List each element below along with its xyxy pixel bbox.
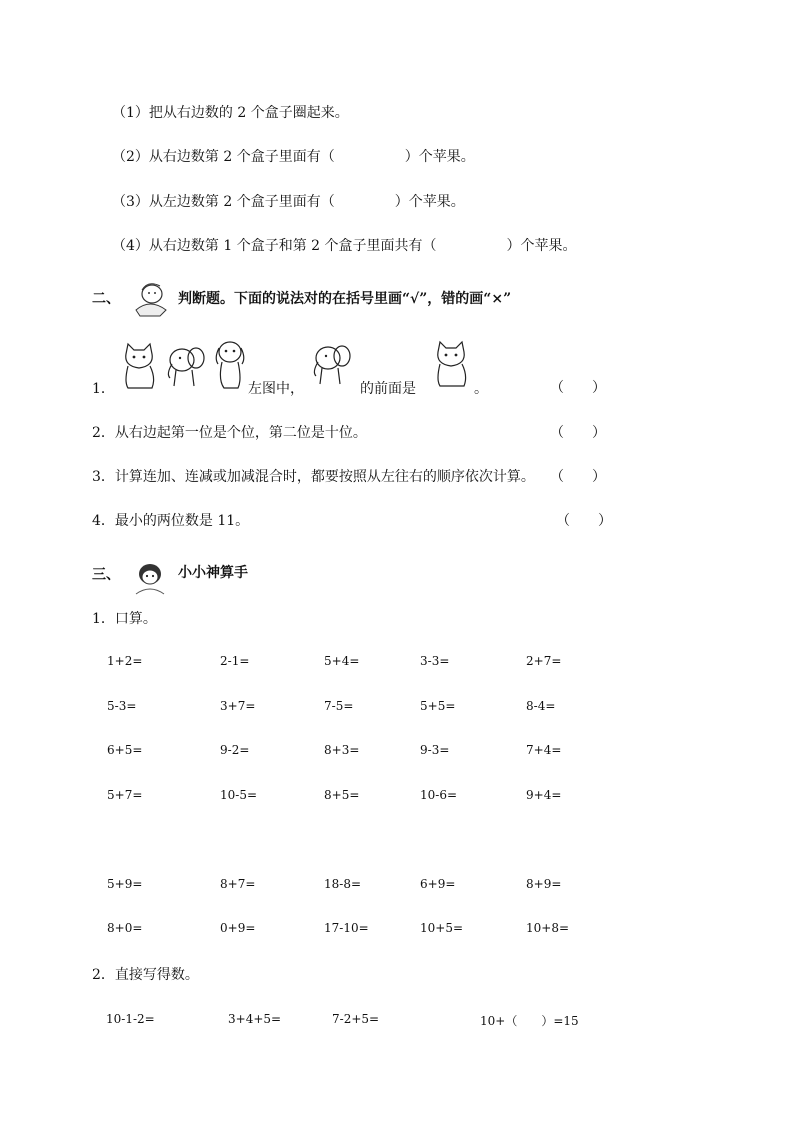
section3-title: 小小神算手 — [178, 565, 248, 581]
math-expression[interactable]: 8+0= — [107, 921, 143, 935]
math-expression[interactable]: 3+4+5= — [228, 1012, 282, 1026]
math-expression[interactable]: 10-5= — [220, 788, 258, 802]
section2-title: 判断题。下面的说法对的在括号里画“√”，错的画“×” — [178, 291, 512, 307]
math-expression[interactable]: 5-3= — [107, 699, 137, 713]
item-4 — [112, 237, 577, 255]
math-expression[interactable]: 8+5= — [324, 788, 360, 802]
q1-mid2: 的前面是 — [360, 381, 416, 397]
sub1-label: 1．口算。 — [92, 611, 157, 627]
elephant-icon — [308, 342, 354, 386]
math-expression[interactable]: 18-8= — [324, 877, 362, 891]
q2-text: 2．从右边起第一位是个位，第二位是十位。 — [92, 425, 367, 441]
math-expression[interactable]: 3+7= — [220, 699, 256, 713]
child-thinking-icon — [130, 560, 170, 596]
math-expression[interactable]: 1+2= — [107, 654, 143, 668]
section2-number: 二、 — [92, 291, 120, 307]
item-2-text: （2）从右边数第 2 个盒子里面有（ — [112, 149, 335, 165]
item-3 — [112, 193, 465, 211]
math-expression[interactable]: 7-5= — [324, 699, 354, 713]
math-expression[interactable]: 9+4= — [526, 788, 562, 802]
q1-number: 1． — [92, 381, 115, 397]
section3-number: 三、 — [92, 567, 120, 583]
math-expression[interactable]: 5+9= — [107, 877, 143, 891]
item-3-end: ）个苹果。 — [394, 194, 465, 210]
item-2 — [112, 148, 475, 166]
math-expression[interactable]: 7+4= — [526, 743, 562, 757]
math-expression[interactable]: 9-3= — [420, 743, 450, 757]
item-4-end: ）个苹果。 — [506, 238, 577, 254]
math-expression[interactable]: 10+5= — [420, 921, 464, 935]
math-expression[interactable]: 2-1= — [220, 654, 250, 668]
math-expression[interactable]: 6+5= — [107, 743, 143, 757]
math-expression[interactable]: 5+5= — [420, 699, 456, 713]
q1-end: 。 — [474, 381, 488, 397]
q3-text: 3．计算连加、连减或加减混合时，都要按照从左往右的顺序依次计算。 — [92, 469, 535, 485]
item-4-text: （4）从右边数第 1 个盒子和第 2 个盒子里面共有（ — [112, 238, 437, 254]
math-expression[interactable]: 8+7= — [220, 877, 256, 891]
math-expression[interactable]: 5+4= — [324, 654, 360, 668]
math-expression[interactable]: 10+（ ）=15 — [480, 1014, 579, 1028]
math-expression[interactable]: 10-1-2= — [106, 1012, 155, 1026]
child-reading-icon — [130, 280, 172, 318]
math-expression[interactable]: 2+7= — [526, 654, 562, 668]
q4-text: 4．最小的两位数是 11。 — [92, 513, 250, 529]
math-expression[interactable]: 8+3= — [324, 743, 360, 757]
math-expression[interactable]: 0+9= — [220, 921, 256, 935]
math-expression[interactable]: 6+9= — [420, 877, 456, 891]
cat-icon — [430, 340, 472, 388]
elephant-icon — [162, 344, 208, 388]
q1-mid: 左图中， — [248, 381, 304, 397]
sub2-label: 2．直接写得数。 — [92, 967, 199, 983]
math-expression[interactable]: 5+7= — [107, 788, 143, 802]
math-expression[interactable]: 10+8= — [526, 921, 570, 935]
math-expression[interactable]: 10-6= — [420, 788, 458, 802]
math-expression[interactable]: 7-2+5= — [332, 1012, 380, 1026]
item-1: （1）把从右边数的 2 个盒子圈起来。 — [112, 105, 349, 121]
q1-answer-paren[interactable]: （ ） — [550, 380, 606, 396]
dog-icon — [210, 338, 250, 390]
item-3-text: （3）从左边数第 2 个盒子里面有（ — [112, 194, 335, 210]
item-2-end: ）个苹果。 — [404, 149, 475, 165]
math-expression[interactable]: 8-4= — [526, 699, 556, 713]
math-expression[interactable]: 8+9= — [526, 877, 562, 891]
q2-answer-paren[interactable]: （ ） — [550, 425, 606, 441]
math-expression[interactable]: 17-10= — [324, 921, 369, 935]
math-expression[interactable]: 9-2= — [220, 743, 250, 757]
cat-icon — [118, 342, 160, 390]
math-expression[interactable]: 3-3= — [420, 654, 450, 668]
q3-answer-paren[interactable]: （ ） — [550, 469, 606, 485]
q4-answer-paren[interactable]: （ ） — [556, 513, 612, 529]
